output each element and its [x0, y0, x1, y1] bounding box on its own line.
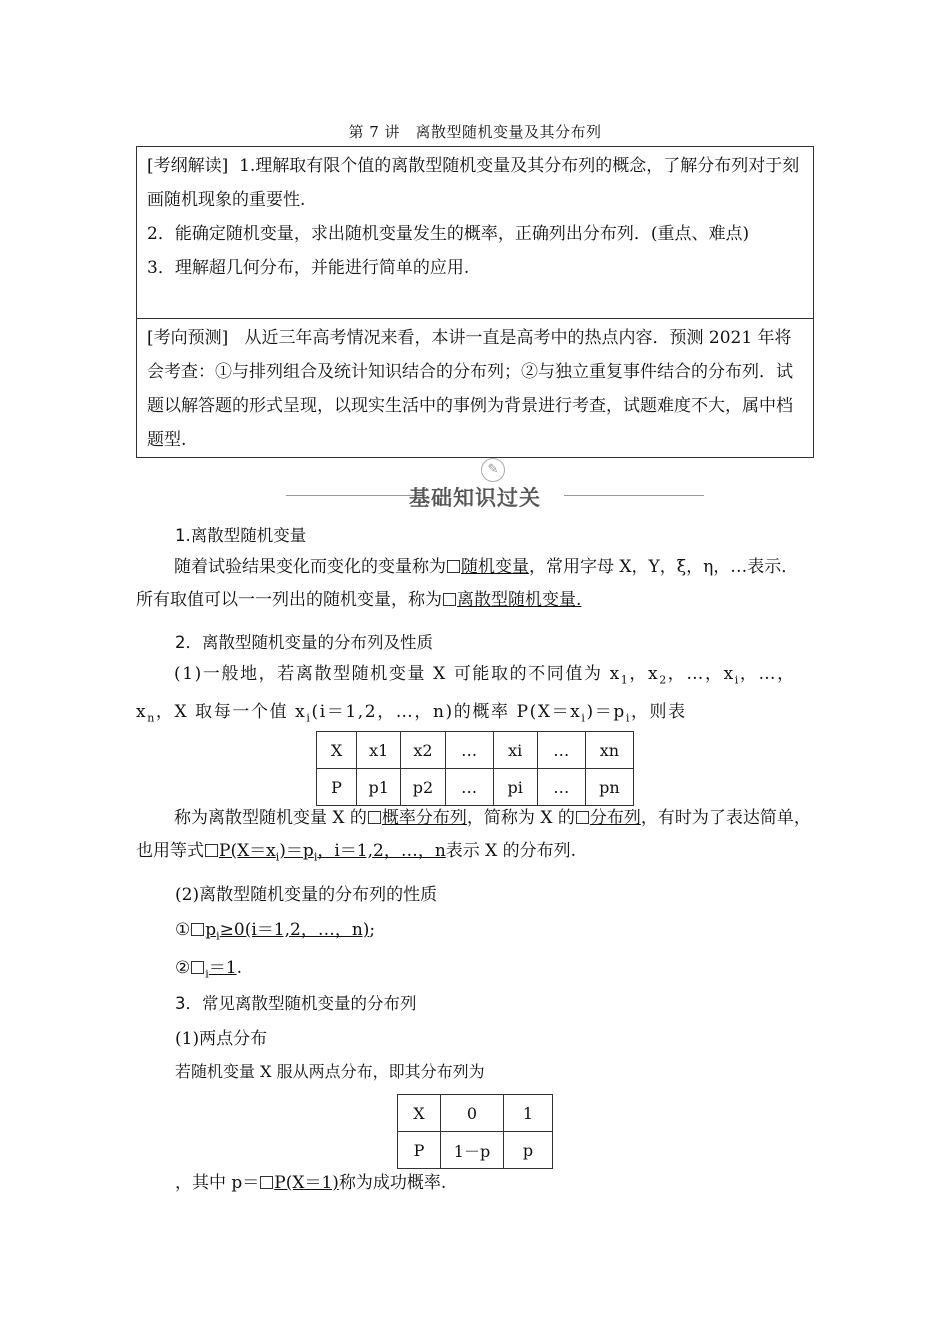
property-1-answer: [205, 920, 370, 943]
s1-answer-2: 离散型随机变量.: [457, 590, 582, 610]
table-cell: p1: [357, 769, 401, 806]
sub: 1: [620, 673, 630, 687]
table-cell: …: [445, 769, 493, 806]
table-cell: 1: [504, 1095, 553, 1132]
forecast-body: 从近三年高考情况来看，本讲一直是高考中的热点内容．预测 2021 年将会考查：①与排列组合及统计知识结合的分布列；②与独立重复事件结合的分布列．试题以解答题的形式呈现，以现实生活中的事例为背景进行考查，试题难度不大，属中档题型.: [147, 328, 793, 450]
s2-answer-1: 概率分布列: [381, 808, 467, 828]
blank-box: [191, 923, 204, 936]
property-2-c: .: [236, 958, 243, 978]
s3-subheading: (1)两点分布: [175, 1029, 268, 1049]
table-cell: pi: [493, 769, 537, 806]
table-cell: p2: [401, 769, 445, 806]
table-cell: 1－p: [441, 1132, 504, 1169]
sub: i: [306, 711, 312, 725]
s3-intro: 若随机变量 X 服从两点分布，即其分布列为: [175, 1062, 485, 1081]
property-1-c: ;: [369, 920, 376, 940]
table-cell: pn: [585, 769, 633, 806]
property-2-mark: ②: [175, 958, 191, 978]
forecast-tag: [考向预测]: [147, 328, 229, 348]
table-cell: xn: [585, 732, 633, 769]
table-cell: xi: [493, 732, 537, 769]
property-1-b: ≥0(i＝1,2，…，n): [219, 920, 370, 940]
outline-item-3: 3．理解超几何分布，并能进行简单的应用.: [147, 258, 470, 278]
s2-paragraph-1: [136, 658, 814, 735]
s1-heading: 1.离散型随机变量: [175, 526, 307, 545]
sub: 2: [659, 673, 668, 687]
sub: i: [313, 850, 318, 864]
outline-item-1: [147, 149, 803, 217]
table-cell: P: [317, 769, 357, 806]
s2-text-b: ，x: [629, 664, 660, 684]
table-cell: …: [537, 769, 585, 806]
sub: i: [216, 929, 220, 943]
table-cell: 0: [441, 1095, 504, 1132]
sub: n: [147, 711, 156, 725]
s2-answer-3: [219, 841, 446, 864]
table-cell: …: [445, 732, 493, 769]
s1-answer-1: 随机变量: [461, 557, 529, 577]
s3-after: [175, 1168, 446, 1193]
blank-box: [443, 593, 456, 606]
property-2-b: ＝1: [208, 958, 237, 978]
sub: i: [734, 673, 740, 687]
s2-heading: 2．离散型随机变量的分布列及性质: [175, 633, 433, 652]
table-row: [398, 1132, 553, 1169]
sub: i: [581, 711, 587, 725]
s2-answer-3c: ，i＝1,2，…，n: [317, 841, 446, 861]
blank-box: [205, 844, 218, 857]
s2-after-b: ，简称为 X 的: [466, 808, 575, 828]
s3-heading: 3．常见离散型随机变量的分布列: [175, 994, 417, 1013]
property-1-mark: ①: [175, 920, 191, 940]
property-1-a: p: [205, 920, 217, 940]
s2-paragraph-2: [136, 802, 814, 873]
s3-after-a: ，其中 p＝: [175, 1173, 260, 1193]
s1-text-1: 随着试验结果变化而变化的变量称为: [174, 557, 446, 577]
s3-answer: P(X＝1): [274, 1173, 339, 1193]
outline-item-2: 2．能确定随机变量，求出随机变量发生的概率，正确列出分布列．(重点、难点): [147, 224, 750, 244]
s1-text-2: ，常用字母 X，Y，ξ，η，…表示．所有取值可以一一列出的随机变量，称为: [136, 557, 799, 610]
s2-text-g: )＝p: [586, 702, 626, 723]
blank-box: [368, 811, 381, 824]
s1-paragraph: [136, 551, 814, 617]
property-2: [175, 953, 242, 980]
table-cell: p: [504, 1132, 553, 1169]
property-2-answer: [205, 958, 237, 981]
blank-box: [576, 811, 589, 824]
s2-text-e: ，X 取每一个值 x: [155, 702, 307, 723]
s2-text-a: (1)一般地，若离散型随机变量 X 可能取的不同值为 x: [174, 664, 621, 684]
s2-answer-3a: P(X＝x: [219, 841, 276, 861]
table-cell: x2: [401, 732, 445, 769]
table-row: [317, 769, 634, 806]
section-banner: 基础知识过关: [409, 486, 541, 510]
s2-after-d: 表示 X 的分布列.: [445, 841, 577, 861]
lecture-title: 第 7 讲 离散型随机变量及其分布列: [348, 123, 602, 141]
s2-answer-2: 分布列: [589, 808, 641, 828]
two-point-table: [397, 1094, 553, 1169]
sub: i: [205, 967, 209, 981]
s2-after-c: ，有时为了表达简单，也用等式: [136, 808, 811, 861]
blank-box: [191, 961, 204, 974]
s3-after-b: 称为成功概率.: [338, 1173, 447, 1193]
s2-answer-3b: )＝p: [279, 841, 314, 861]
pen-icon: ✎: [481, 458, 505, 482]
s2-after-a: 称为离散型随机变量 X 的: [174, 808, 367, 828]
table-cell: x1: [357, 732, 401, 769]
s2-text-d: ，…，x: [136, 664, 796, 723]
blank-box: [447, 560, 460, 573]
table-cell: X: [317, 732, 357, 769]
forecast-text: [147, 321, 803, 457]
table-cell: P: [398, 1132, 441, 1169]
table-row: [398, 1095, 553, 1132]
s2-text-h: ，则表: [630, 702, 687, 723]
property-1: [175, 915, 375, 942]
s2-text-c: ，…，x: [667, 664, 735, 684]
outline-item-1-text: 1.理解取有限个值的离散型随机变量及其分布列的概念，了解分布列对于刻画随机现象的重要性.: [147, 156, 800, 210]
table-cell: …: [537, 732, 585, 769]
sub: i: [625, 711, 631, 725]
s2-text-f: (i＝1,2，…，n)的概率 P(X＝x: [311, 702, 582, 723]
distribution-table: [316, 731, 634, 806]
property-heading: (2)离散型随机变量的分布列的性质: [175, 885, 438, 905]
sub: i: [275, 850, 280, 864]
table-row: [317, 732, 634, 769]
blank-box: [260, 1176, 273, 1189]
table-cell: X: [398, 1095, 441, 1132]
outline-box: [136, 146, 814, 319]
outline-tag: [考纲解读]: [147, 156, 229, 176]
forecast-box: [136, 318, 814, 458]
